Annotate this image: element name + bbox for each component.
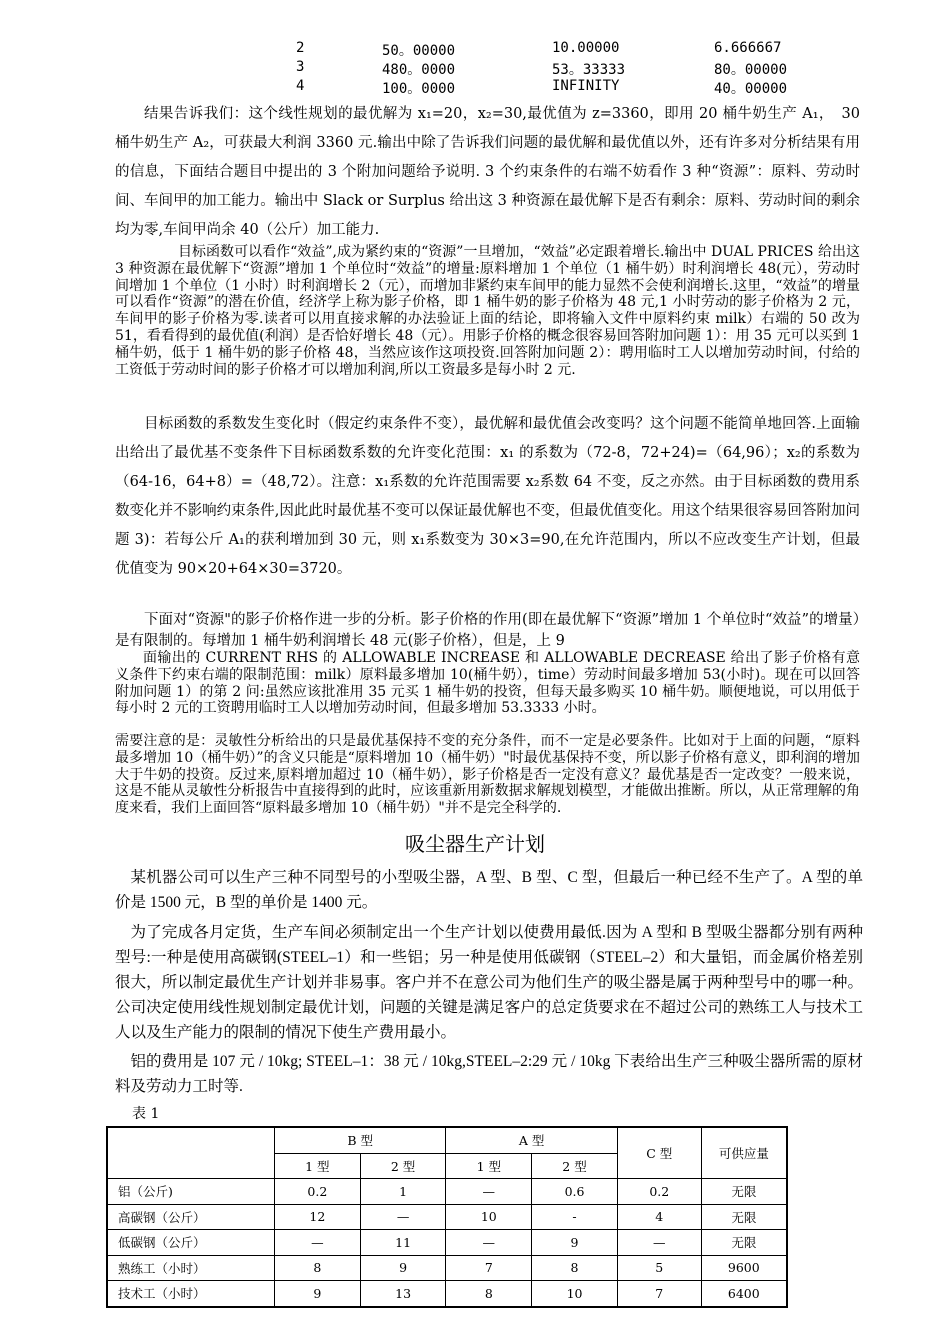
subheader-cell: 2 型: [532, 1153, 618, 1179]
materials-table: [106, 1126, 788, 1308]
table-cell: 0.2: [617, 1179, 701, 1205]
table-cell: -: [532, 1204, 618, 1230]
section-title: 吸尘器生产计划: [405, 832, 545, 856]
table-cell: —: [274, 1230, 360, 1256]
row-label: 铝（公斤): [107, 1179, 274, 1205]
table-cell: 0.2: [274, 1179, 360, 1205]
table-caption: 表 1: [132, 1106, 160, 1122]
paragraph-coefficients: 目标函数的系数发生变化时（假定约束条件不变），最优解和最优值会改变吗？这个问题不能简单地回答.上面输出给出了最优基不变条件下目标函数系数的允许变化范围：x₁ 的系数为（72-8，72+24)=（64,96）；x₂的系数为（64-16，64+8）=（48,72）。注意：x₁系数的允许范围需要 x₂系数 64 不变，反之亦然。由于目标函数的费用系数变化并不影响约束条件,因此此时最优基不变可以保证最优解也不变，但最优值变化。用这个结果很容易回答附加问题 3)：若每公斤 A₁的获利增加到 30 元，则 x₁系数变为 30×3=90,在允许范围内，所以不应改变生产计划，但最优值变为 90×20+64×30=3720。: [115, 416, 860, 577]
table-cell: 无限: [701, 1230, 787, 1256]
table-row: [107, 1255, 787, 1281]
table-cell: 9: [360, 1255, 446, 1281]
row-label: 技术工（小时）: [107, 1281, 274, 1307]
table-cell: 7: [446, 1255, 532, 1281]
table-cell: 8: [274, 1255, 360, 1281]
output-cell: 80。00000: [714, 62, 788, 78]
output-cell: 6.666667: [714, 40, 782, 56]
table-cell: 4: [617, 1204, 701, 1230]
table-cell: 9: [274, 1281, 360, 1307]
table-corner-cell: [107, 1127, 274, 1179]
table-row: [107, 1230, 787, 1256]
table-cell: 7: [617, 1281, 701, 1307]
header-c-type: C 型: [617, 1127, 701, 1179]
table-row: [107, 1179, 787, 1205]
row-label: 熟练工（小时）: [107, 1255, 274, 1281]
output-cell: 53。33333: [552, 62, 626, 78]
table-cell: 6400: [701, 1281, 787, 1307]
paragraph-result: 结果告诉我们：这个线性规划的最优解为 x₁=20，x₂=30,最优值为 z=3360，即用 20 桶牛奶生产 A₁， 30 桶牛奶生产 A₂，可获最大利润 3360 元.输出中除了告诉我们问题的最优解和最优值以外，还有许多对分析结果有用的信息，下面结合题目中提出的 3 个附加问题给予说明. 3 个约束条件的右端不妨看作 3 种“资源”：原料、劳动时间、车间甲的加工能力。输出中 Slack or Surplus 给出这 3 种资源在最优解下是否有剩余：原料、劳动时间的剩余均为零,车间甲尚余 40（公斤）加工能力.: [115, 106, 860, 238]
output-cell: 40。00000: [714, 81, 788, 97]
table-cell: 12: [274, 1204, 360, 1230]
output-cell: 3: [296, 59, 305, 75]
table-cell: 8: [532, 1255, 618, 1281]
table-cell: 9600: [701, 1255, 787, 1281]
paragraph-rhs-range: 面输出的 CURRENT RHS 的 ALLOWABLE INCREASE 和 ALLOWABLE DECREASE 给出了影子价格有意义条件下约束右端的限制范围：milk）原料最多增加 10(桶牛奶），time）劳动时间最多增加 53(小时)。现在可以回答附加问题 1）的第 2 问:虽然应该批准用 35 元买 1 桶牛奶的投资，但每天最多购买 10 桶牛奶。顺便地说，可以用低于每小时 2 元的工资聘用临时工人以增加劳动时间，但最多增加 53.3333 小时。: [115, 650, 860, 717]
output-cell: 10.00000: [552, 40, 620, 56]
header-b-type: B 型: [274, 1127, 445, 1153]
output-cell: 4: [296, 78, 305, 94]
paragraph-note: 需要注意的是：灵敏性分析给出的只是最优基保持不变的充分条件，而不一定是必要条件。比如对于上面的问题，“原料最多增加 10（桶牛奶）”的含义只能是“原料增加 10（桶牛奶）"时最优基保持不变，所以影子价格有意义，即利润的增加大于牛奶的投资。反过来,原料增加超过 10（桶牛奶），影子价格是否一定没有意义？最优基是否一定改变？一般来说，这是不能从灵敏性分析报告中直接得到的此时，应该重新用新数据求解规划模型，才能做出推断。所以，从正常理解的角度来看，我们上面回答“原料最多增加 10（桶牛奶）"并不是完全科学的.: [115, 733, 860, 817]
table-cell: 1: [360, 1179, 446, 1205]
table-cell: —: [446, 1179, 532, 1205]
header-supply: 可供应量: [701, 1127, 787, 1179]
output-cell: 100。0000: [382, 81, 456, 97]
paragraph-dual-prices: 目标函数可以看作“效益”,成为紧约束的“资源”一旦增加，“效益”必定跟着增长.输出中 DUAL PRICES 给出这 3 种资源在最优解下“资源”增加 1 个单位时“效益”的增量:原料增加 1 个单位（1 桶牛奶）时利润增长 48(元），劳动时间增加 1 个单位（1 小时）时利润增长 2（元），而增加非紧约束车间甲的能力显然不会使利润增长.这里，“效益”的增量可以看作“资源”的潜在价值，经济学上称为影子价格，即 1 桶牛奶的影子价格为 48 元,1 小时劳动的影子价格为 2 元，车间甲的影子价格为零.读者可以用直接求解的办法验证上面的结论，即将输入文件中原料约束 milk）右端的 50 改为 51，看看得到的最优值(利润）是否恰好增长 48（元）。用影子价格的概念很容易回答附加问题 1）：用 35 元可以买到 1 桶牛奶，低于 1 桶牛奶的影子价格 48，当然应该作这项投资.回答附加问题 2）：聘用临时工人以增加劳动时间，付给的工资低于劳动时间的影子价格才可以增加利润,所以工资最多是每小时 2 元.: [115, 244, 860, 378]
table-row: [107, 1281, 787, 1307]
table-cell: 11: [360, 1230, 446, 1256]
paragraph-vacuum-intro: 某机器公司可以生产三种不同型号的小型吸尘器，A 型、B 型、C 型，但最后一种已经不生产了。A 型的单价是 1500 元，B 型的单价是 1400 元。: [115, 869, 863, 911]
table-cell: 5: [617, 1255, 701, 1281]
row-label: 低碳钢（公斤）: [107, 1230, 274, 1256]
table-cell: —: [360, 1204, 446, 1230]
table-header-row: [107, 1127, 787, 1153]
subheader-cell: 2 型: [360, 1153, 446, 1179]
table-cell: 10: [446, 1204, 532, 1230]
table-cell: 10: [532, 1281, 618, 1307]
row-label: 高碳钢（公斤）: [107, 1204, 274, 1230]
subheader-cell: 1 型: [274, 1153, 360, 1179]
paragraph-costs: 铝的费用是 107 元 / 10kg; STEEL–1：38 元 / 10kg,STEEL–2:29 元 / 10kg 下表给出生产三种吸尘器所需的原材料及劳动力工时等.: [115, 1053, 863, 1095]
output-cell: 480。0000: [382, 62, 456, 78]
header-a-type: A 型: [446, 1127, 617, 1153]
table-cell: 13: [360, 1281, 446, 1307]
table-cell: 9: [532, 1230, 618, 1256]
table-cell: 8: [446, 1281, 532, 1307]
table-cell: —: [617, 1230, 701, 1256]
table-cell: —: [446, 1230, 532, 1256]
table-cell: 无限: [701, 1179, 787, 1205]
output-cell: 2: [296, 40, 305, 56]
paragraph-vacuum-plan: 为了完成各月定货，生产车间必须制定出一个生产计划以使费用最低.因为 A 型和 B 型吸尘器都分别有两种型号:一种是使用高碳钢(STEEL–1）和一些铝；另一种是使用低碳钢（STEEL–2）和大量铝，而金属价格差别很大，所以制定最优生产计划并非易事。客户并不在意公司为他们生产的吸尘器是属于两种型号中的哪一种。公司决定使用线性规划制定最优计划，问题的关键是满足客户的总定货要求在不超过公司的熟练工人与技术工人以及生产能力的限制的情况下使生产费用最小。: [115, 924, 863, 1041]
table-cell: 无限: [701, 1204, 787, 1230]
subheader-cell: 1 型: [446, 1153, 532, 1179]
output-cell: 50。00000: [382, 43, 456, 59]
table-cell: 0.6: [532, 1179, 618, 1205]
table-row: [107, 1204, 787, 1230]
output-cell: INFINITY: [552, 78, 620, 94]
paragraph-shadow-price: 下面对“资源"的影子价格作进一步的分析。影子价格的作用(即在最优解下“资源”增加 1 个单位时“效益”的增量）是有限制的。每增加 1 桶牛奶利润增长 48 元(影子价格），但是，上 9: [115, 612, 860, 649]
